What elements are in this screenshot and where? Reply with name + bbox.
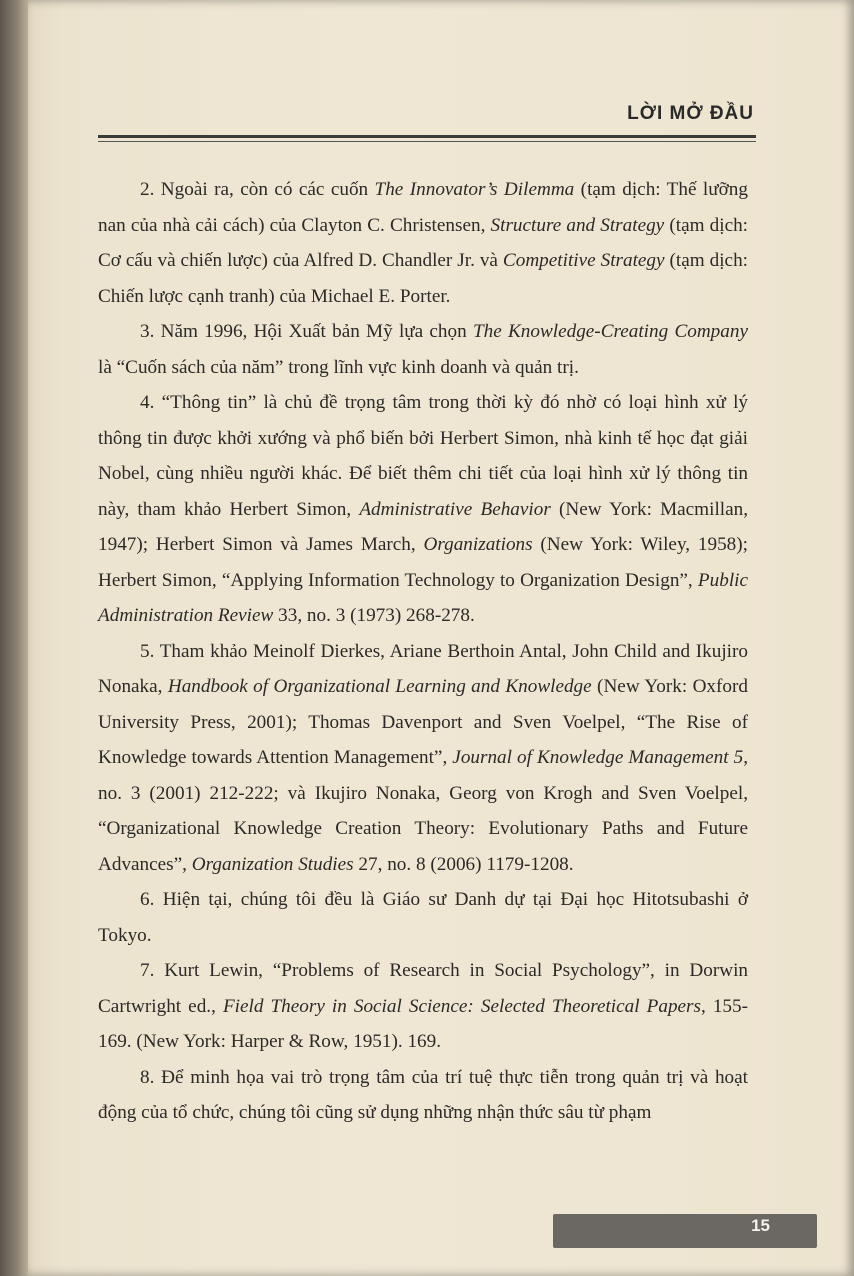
- note-3-paragraph: [98, 314, 748, 385]
- note-text: , no. 3 (2001) 212-222; và Ikujiro Nonaka, Georg von Krogh and Sven Voelpel, “Organizational Knowledge Creation Theory: Evolutionary Paths and Future Advances”,: [98, 747, 748, 875]
- note-7-paragraph: [98, 953, 748, 1060]
- note-4-paragraph: [98, 385, 748, 634]
- italic-title: Competitive Strategy: [502, 250, 665, 271]
- note-text: 8. Để minh họa vai trò trọng tâm của trí tuệ thực tiễn trong quản trị và hoạt động của tổ chức, chúng tôi cũng sử dụng những nhận thức sâu từ phạm: [98, 1066, 748, 1123]
- note-text: , 155-169. (New York: Harper & Row, 1951). 169.: [98, 995, 748, 1052]
- note-text: 4. “Thông tin” là chủ đề trọng tâm trong thời kỳ đó nhờ có loại hình xử lý thông tin được khởi xướng và phổ biến bởi Herbert Simon, nhà kinh tế học đạt giải Nobel, cùng nhiều người khác. Để biết thêm chi tiết của loại hình xử lý thông tin này, tham khảo Herbert Simon,: [98, 392, 748, 520]
- note-text: là “Cuốn sách của năm” trong lĩnh vực kinh doanh và quản trị.: [98, 356, 579, 378]
- italic-title: The Innovator’s Dilemma: [374, 179, 575, 200]
- italic-title: Structure and Strategy: [490, 214, 665, 236]
- note-text: 27, no. 8 (2006) 1179-1208.: [353, 853, 574, 875]
- italic-title: Journal of Knowledge Management 5: [452, 747, 744, 768]
- note-text: (tạm dịch: Chiến lược cạnh tranh) của Michael E. Porter.: [98, 250, 748, 307]
- italic-title: Field Theory in Social Science: Selected Theoretical Papers: [222, 995, 701, 1017]
- page-number: 15: [751, 1216, 770, 1235]
- note-6-paragraph: [98, 882, 748, 953]
- note-text: 2. Ngoài ra, còn có các cuốn: [140, 179, 375, 200]
- note-8-paragraph: [98, 1060, 748, 1131]
- note-text: (New York: Macmillan, 1947); Herbert Simon và James March,: [98, 498, 749, 555]
- endnotes-body: [98, 172, 748, 1131]
- book-spine-edge: [0, 0, 28, 1276]
- note-text: (tạm dịch: Cơ cấu và chiến lược) của Alfred D. Chandler Jr. và: [98, 214, 749, 271]
- note-2-paragraph: [98, 172, 748, 314]
- italic-title: Organization Studies: [191, 853, 354, 875]
- note-text: (New York: Oxford University Press, 2001); Thomas Davenport and Sven Voelpel, “The Rise of Knowledge towards Attention Management”,: [98, 676, 748, 768]
- note-text: 7. Kurt Lewin, “Problems of Research in Social Psychology”, in Dorwin Cartwright ed.,: [98, 960, 748, 1017]
- header-rule-thin: [98, 141, 756, 142]
- italic-title: Administrative Behavior: [359, 498, 551, 520]
- note-text: 6. Hiện tại, chúng tôi đều là Giáo sư Danh dự tại Đại học Hitotsubashi ở Tokyo.: [98, 889, 748, 946]
- note-text: 5. Tham khảo Meinolf Dierkes, Ariane Berthoin Antal, John Child and Ikujiro Nonaka,: [98, 640, 748, 697]
- note-5-paragraph: [98, 634, 748, 883]
- italic-title: Public Administration Review: [98, 569, 748, 626]
- page-number-badge: [553, 1214, 817, 1248]
- note-text: (New York: Wiley, 1958); Herbert Simon, “Applying Information Technology to Organization Design”,: [98, 534, 748, 591]
- note-text: 3. Năm 1996, Hội Xuất bản Mỹ lựa chọn: [140, 321, 473, 342]
- header-rule: [98, 135, 756, 138]
- italic-title: Handbook of Organizational Learning and Knowledge: [167, 676, 592, 697]
- italic-title: Organizations: [423, 534, 533, 555]
- note-text: (tạm dịch: Thế lưỡng nan của nhà cải cách) của Clayton C. Christensen,: [98, 179, 748, 236]
- note-text: 33, no. 3 (1973) 268-278.: [273, 605, 475, 626]
- italic-title: The Knowledge-Creating Company: [472, 321, 748, 342]
- running-header-title: LỜI MỞ ĐẦU: [627, 103, 754, 124]
